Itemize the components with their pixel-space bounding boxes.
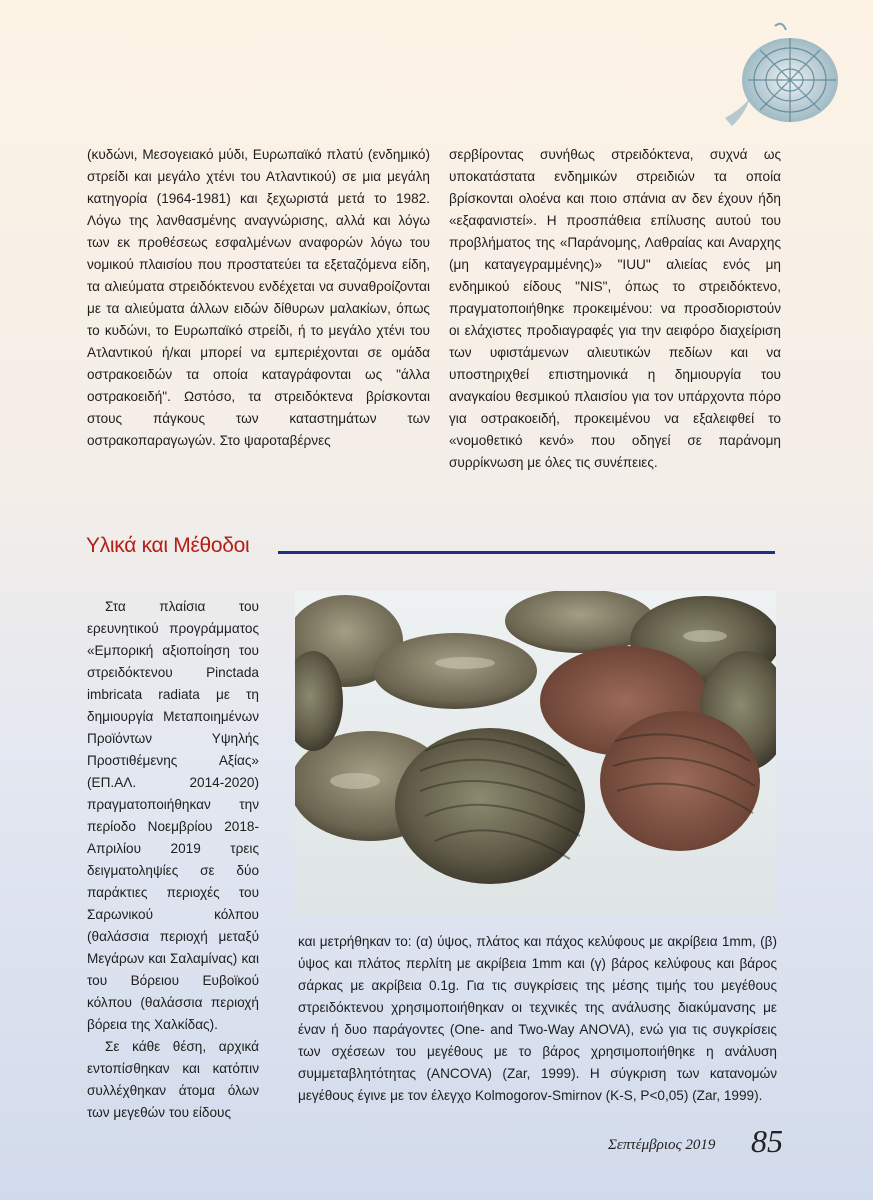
text-column-left: [87, 144, 430, 452]
page-number: 85: [751, 1123, 783, 1159]
oyster-photo: [295, 591, 776, 915]
text-column-right: [449, 144, 781, 474]
paragraph: σερβίροντας συνήθως στρειδόκτενα, συχνά ως υποκατάστατα ενδημικών στρειδιών τα οποία βρίσκονται ολοένα και ποιο σπάνια αν δεν έχουν ήδη «εξαφανιστεί». Η προσπάθεια επίλυσης αυτού του προβλήματος της «Παράνομης, Λαθραίας και Αναρχης (μη καταγεγραμμένης)» "IUU" αλιείας ενός μη ενδημικού είδους "NIS", όπως το στρειδόκτενο, πραγματοποιήθηκε προκειμένου: να προσδιοριστούν οι ελάχιστες προδιαγραφές για την αειφόρο διαχείριση των υφιστάμενων αλιευτικών πεδίων και να υποστηριχθεί επιστημονικά η δημιουργία του αναγκαίου θεσμικού πλαισίου για τον υπάρχοντα πόρο για οστρακοειδή, προκειμένου να εξαλειφθεί το «νομοθετικό κενό» που οδηγεί σε παράνομη συρρίκνωση με όλες τις συνέπειες.: [449, 147, 781, 470]
paragraph: Στα πλαίσια του ερευνητικού προγράμματος «Εμπορική αξιοποίηση του στρειδόκτενου Pinctada imbricata radiata με τη δημιουργία Μεταποιημένων Προϊόντων Υψηλής Προστιθέμενης Αξίας» (ΕΠ.ΑΛ. 2014-2020) πραγματοποιήθηκαν την περίοδο Νοεμβρίου 2018-Απριλίου 2019 τρεις δειγματοληψίες σε δύο παράκτιες περιοχές του Σαρωνικού κόλπου (θαλάσσια περιοχή μεταξύ Μεγάρων και Σαλαμίνας) και του Βόρειου Ευβοϊκού κόλπου (θαλάσσια περιοχή βόρεια της Χαλκίδας).: [87, 599, 259, 1032]
paragraph: και μετρήθηκαν το: (α) ύψος, πλάτος και πάχος κελύφους με ακρίβεια 1mm, (β) ύψος και πλάτος περλίτη με ακρίβεια 1mm και (γ) βάρος κελύφους και βάρος σάρκας με ακρίβεια 0.1g. Για τις συγκρίσεις της μέσης τιμής του μεγέθους στρειδόκτενου χρησιμοποιήθηκαν οι τεχνικές της ανάλυσης διακύμανσης με έναν ή δυο παράγοντες (One- and Two-Way ANOVA), ενώ για τις συγκρίσεις των σχέσεων του μεγέθους με το βάρος χρησιμοποιήθηκε η ανάλυση συμμεταβλητότητας (ANCOVA) (Zar, 1999). Η σύγκριση των κατανομών μεγέθους έγινε με τον έλεγχο Kolmogorov-Smirnov (K-S, P<0,05) (Zar, 1999).: [298, 934, 777, 1103]
nautilus-shell-icon: [720, 18, 845, 136]
heading-rule: [278, 551, 775, 554]
text-column-wide: [298, 931, 777, 1107]
paragraph: Σε κάθε θέση, αρχικά εντοπίσθηκαν και κατόπιν συλλέχθηκαν άτομα όλων των μεγεθών του είδους: [87, 1039, 259, 1120]
section-heading: Υλικά και Μέθοδοι: [86, 534, 250, 557]
text-column-narrow: [87, 596, 259, 1124]
paragraph: (κυδώνι, Μεσογειακό μύδι, Ευρωπαϊκό πλατύ (ενδημικό) στρείδι και μεγάλο χτένι του Ατλαντικού) σε μια μεγάλη κατηγορία (1964-1981) και ξεχωριστά μετά το 1982. Λόγω της λανθασμένης αναγνώρισης, αλλά και λόγω των εκ προθέσεως εσφαλμένων αναφορών λόγω του νομικού πλαισίου που προστατεύει τα εξεταζόμενα είδη, τα αλιεύματα στρειδόκτενου ενδέχεται να συναθροίζονται με τα αλιεύματα άλλων ειδών δίθυρων μαλακίων, όπως το κυδώνι, το Ευρωπαϊκό στρείδι, ή το μεγάλο χτένι του Ατλαντικού ή/και μπορεί να εμπεριέχονται σε ομάδα οστρακοειδών τα οποία καταγράφονται ως "άλλα οστρακοειδή". Ωστόσο, τα στρειδόκτενα βρίσκονται στους πάγκους των καταστημάτων των οστρακοπαραγωγών. Στο ψαροταβέρνες: [87, 147, 430, 448]
footer-date: Σεπτέμβριος 2019: [608, 1137, 716, 1153]
section-heading-block: [86, 534, 776, 564]
